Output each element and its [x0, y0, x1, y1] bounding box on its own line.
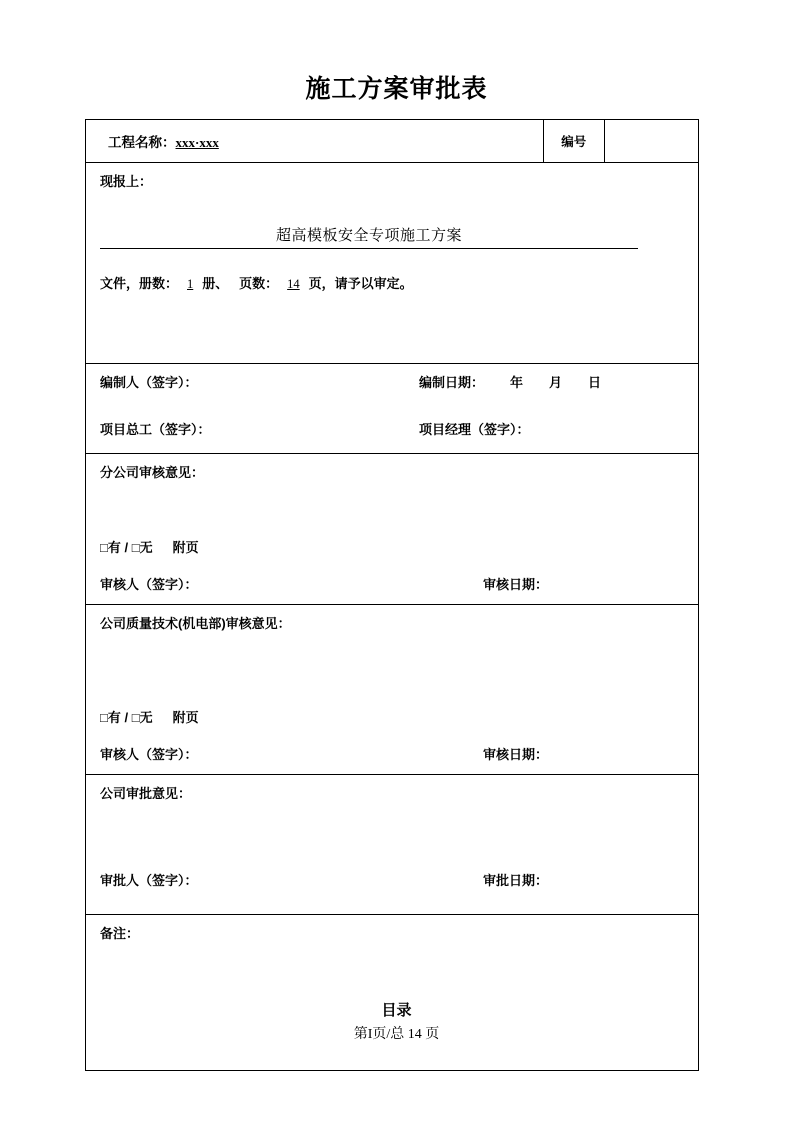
branch-reviewer-label[interactable]: 审核人（签字）： [100, 577, 198, 592]
submission-intro: 现报上： [100, 174, 153, 189]
company-approval-title: 公司审批意见： [100, 786, 192, 801]
submission-cell [86, 163, 699, 364]
company-tech-attach-word: 附页 [172, 710, 199, 725]
author-label[interactable]: 编制人（签字）： [100, 375, 198, 390]
company-tech-review-cell [86, 605, 699, 775]
approval-form-table [85, 119, 699, 1071]
footer-heading: 目录 [381, 1003, 412, 1019]
author-row [100, 372, 698, 398]
volumes-unit-label: 册、 [202, 276, 229, 291]
branch-review-cell [86, 454, 699, 605]
branch-attach-yes-checkbox[interactable]: □有 [100, 540, 121, 555]
table-row-branch-review [86, 454, 699, 605]
chief-engineer-label[interactable]: 项目总工（签字）： [100, 422, 211, 437]
project-name-value[interactable]: xxx·xxx [175, 135, 219, 150]
company-tech-reviewer-row [100, 744, 698, 764]
table-row-company-approval [86, 775, 699, 915]
day-label[interactable]: 日 [588, 375, 602, 390]
project-name-label: 工程名称： [108, 135, 176, 150]
table-row-signatures [86, 364, 699, 454]
table-row-submission [86, 163, 699, 364]
branch-reviewer-row [100, 574, 698, 594]
year-label[interactable]: 年 [510, 375, 524, 390]
branch-attachment-line [100, 537, 698, 556]
table-row-remark [86, 915, 699, 1071]
footer-page-number: 第I页/总 14 页 [353, 1027, 440, 1042]
company-tech-attach-separator: / [124, 710, 129, 725]
project-manager-label[interactable]: 项目经理（签字）： [419, 422, 530, 437]
pages-unit-label: 页，请予以审定。 [308, 276, 413, 291]
company-tech-review-date-label[interactable]: 审核日期： [483, 747, 549, 762]
remark-title: 备注： [100, 926, 140, 941]
remark-cell [86, 915, 699, 1071]
company-tech-attachment-line [100, 707, 698, 726]
serial-number-value-cell[interactable] [604, 120, 698, 163]
serial-number-label-cell [543, 120, 604, 163]
pages-label: 页数： [239, 276, 279, 291]
branch-attach-no-checkbox[interactable]: □无 [131, 540, 153, 555]
company-approver-row [100, 870, 698, 890]
serial-number-label: 编号 [561, 135, 587, 149]
volumes-value[interactable]: 1 [187, 277, 194, 291]
company-tech-attach-yes-checkbox[interactable]: □有 [100, 710, 121, 725]
company-approval-cell [86, 775, 699, 915]
company-tech-review-title: 公司质量技术(机电部)审核意见： [100, 616, 291, 631]
project-name-cell [86, 120, 544, 163]
company-approval-date-label[interactable]: 审批日期： [483, 873, 549, 888]
branch-attach-separator: / [124, 540, 129, 555]
branch-review-date-label[interactable]: 审核日期： [483, 577, 549, 592]
company-tech-attach-no-checkbox[interactable]: □无 [131, 710, 153, 725]
table-row-project [86, 120, 699, 163]
branch-attach-word: 附页 [172, 540, 199, 555]
page-title: 施工方案审批表 [305, 76, 488, 103]
counts-prefix-label: 文件，册数： [100, 276, 179, 291]
plan-name-underline [100, 224, 638, 249]
managers-row [100, 419, 698, 445]
plan-name-value[interactable]: 超高模板安全专项施工方案 [275, 228, 462, 244]
company-approver-label[interactable]: 审批人（签字）： [100, 873, 198, 888]
branch-review-title: 分公司审核意见： [100, 465, 205, 480]
pages-value[interactable]: 14 [287, 277, 300, 291]
author-date-label: 编制日期： [419, 375, 485, 390]
author-date-group [419, 372, 601, 391]
submission-counts-line [100, 273, 698, 292]
signature-cell [86, 364, 699, 454]
month-label[interactable]: 月 [549, 375, 563, 390]
table-row-company-tech-review [86, 605, 699, 775]
company-tech-reviewer-label[interactable]: 审核人（签字）： [100, 747, 198, 762]
